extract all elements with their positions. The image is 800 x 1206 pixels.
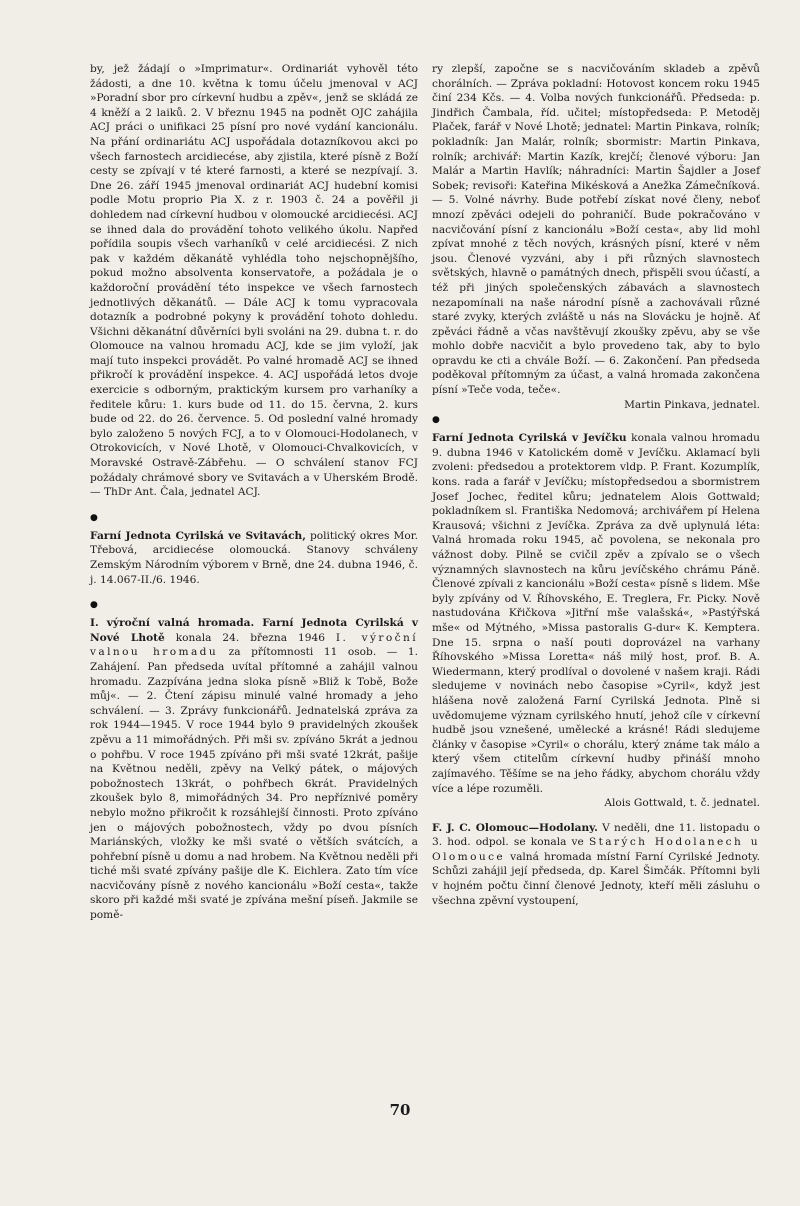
page-number: 70 [389, 1101, 411, 1119]
left-column [90, 62, 418, 923]
article-hodolany-body: valná hromada místní Farní Cyrilské Jednoty. Schůzi zahájil její předseda, dp. Karel Šimčák. Přítomni byli v hojném počtu činní členové Jednoty, kteří měli zásluhu o všechna zpěvní vystoupení, [432, 850, 760, 907]
article-nova-lhota-body: za přítomnosti 11 osob. — 1. Zahájení. Pan předseda uvítal přítomné a zahájil valnou hromadu. Zazpívána jedna sloka písně »Bliž k Tobě, Bože můj«. — 2. Čtení zápisu minulé valné hromady a jeho schválení. — 3. Zprávy funkcionářů. Jednatelská zpráva za rok 1944—1945. V roce 1944 bylo 9 pravidelných zkoušek zpěvu a 11 mimořádných. Při mši sv. zpíváno 5krát a jednou o pohřbu. V roce 1945 zpíváno při mši svaté 12krát, pašije na Květnou neděli, zpěvy na Velký pátek, o májových pobožnostech 13krát, o pohřbech 6krát. Pravidelných zkoušek bylo 8, mimořádných 34. Pro nepříznivé poměry nebylo možno přikročit k rozsáhlejší činnosti. Proto zpíváno jen o májových pobožnostech, vždy po dvou písních Mariánských, vložky ke mši svaté o větších svátcích, a pohřební písně u domu a nad hrobem. Na Květnou neděli při tiché mši svaté zpívány pašije dle K. Eichlera. Zato tím více nacvičovány písně z nového kancionálu »Boží cesta«, takže skoro při každé mši svaté je zpívána mešní píseň. Jakmile se pomě- [90, 646, 418, 922]
article-jevicko-body: konala valnou hromadu 9. dubna 1946 v Katolickém domě v Jevíčku. Aklamací byli zvoleni: předsedou a protektorem vldp. P. Frant. Kozumplík, kons. rada a farář v Jevíčku; místopředsedou a sbormistrem Josef Jochec, ředitel kůru; jednatelem Alois Gottwald; pokladníkem sl. Františka Nedomová; archivářem pí Helena Krausová; všichni z Jevíčka. Zpráva za dvě uplynulá léta: Valná hromada roku 1945, ač povolena, se nekonala pro vážnost doby. Pilně se cvičil zpěv a zpívalo se o všech významných slavnostech na kůru jevíčského chrámu Páně. Členové zpívali z kancionálu »Boží cesta« písně s lidem. Mše byly zpívány od V. Říhovského, E. Treglera, Fr. Picky. Nově nastudována Křičkova »Jitřní mše valašská«, »Pastýřská mše« od Mýtného, »Missa pastoralis G-dur« K. Kemptera. Dne 15. srpna o naší pouti doprovázel na varhany Říhovského »Missa Loretta« náš milý host, prof. B. A. Wiedermann, který prodlíval o dovolené v našem kraji. Rádi sledujeme v novinách nebo časopise »Cyril«, když jest hlášena nově založená Farní Cyrilská Jednota. Plně si uvědomujeme význam cyrilského hnutí, jehož cíle v církevní hudbě jsou vznešené, umělecké a krásné! Rádi sledujeme články v časopise »Cyril« o chorálu, který známe tak málo a který všem ctitelům církevní hudby přináší mnoho zajímavého. Těšíme se na jeho řádky, abychom chorálu vždy více a lépe rozuměli. [432, 432, 760, 795]
article-jevicko-heading: Farní Jednota Cyrilská v Jevíčku [432, 432, 627, 445]
article-nova-lhota-heading: I. výroční valná hromada. Farní Jednota Cyrilská v Nové Lhotě [90, 617, 418, 644]
article-svitavy-body: politický okres Mor. Třebová, arcidiecése olomoucká. Stanovy schváleny Zemským Národním výborem v Brně, dne 24. dubna 1946, č. j. 14.067-II./6. 1946. [90, 529, 418, 586]
section-bullet-icon: ● [90, 600, 98, 611]
article-nova-lhota-spaced-text: I. výroční valnou hromadu [90, 631, 418, 659]
signature-pinkava: Martin Pinkava, jednatel. [624, 398, 760, 411]
article-hodolany [432, 821, 760, 909]
article-nova-lhota [90, 616, 418, 922]
article-nova-lhota-continuation: ry zlepší, započne se s nacvičováním skladeb a zpěvů chorálních. — Zpráva pokladní: Hotovost koncem roku 1945 činí 234 Kčs. — 4. Volba nových funkcionářů. Předseda: p. Jindřich Čambala, říd. učitel; místopředseda: P. Metoděj Plaček, farář v Nové Lhotě; jednatel: Martin Pinkava, rolník; pokladník: Jan Malár, rolník; sbormistr: Martin Pinkava, rolník; archivář: Martin Kazík, krejčí; členové výboru: Jan Malár a Martin Havlík; náhradníci: Martin Šajdler a Josef Sobek; revisoři: Kateřina Mikésková a Anežka Zámečníková. — 5. Volné návrhy. Bude potřebí získat nové členy, neboť mnozí zpěváci odejeli do pohraničí. Bude pokračováno v nacvičování písní z kancionálu »Boží cesta«, aby lid mohl zpívat mnohé z těch nových, krásných písní, které v něm jsou. Členové vyzváni, aby i při různých slavnostech světských, hlavně o památných dnech, přispěli svou účastí, a též při jiných společenských zábavách a slavnostech nezapomínali na naše národní písně a zachovávali různé staré zvyky, kterých zvláště u nás na Slovácku je hojně. Ať zpěváci řádně a včas navštěvují zkoušky zpěvu, aby se vše mohlo dobře nacvičit a bylo provedeno tak, aby to bylo opravdu ke cti a chvále Boží. — 6. Zakončení. Pan předseda poděkoval přítomným za účast, a valná hromada zakončena písní »Teče voda, teče«. [432, 63, 760, 397]
article-hodolany-spaced-text: Starých Hodolanech u Olomouce [432, 836, 760, 863]
section-bullet-icon: ● [432, 415, 440, 426]
signature-gottwald: Alois Gottwald, t. č. jednatel. [604, 797, 760, 810]
article-hodolany-text: V neděli, dne 11. listopadu o 3. hod. odpol. se konala ve [432, 821, 760, 849]
section-bullet-icon: ● [90, 512, 98, 523]
article-continuation-acj: by, jež žádají o »Imprimatur«. Ordinariát vyhověl této žádosti, a dne 10. května k tomu účelu jmenoval v ACJ »Poradní sbor pro církevní hudbu a zpěv«, jenž se skládá ze 4 kněží a 2 laiků. 2. V březnu 1945 na podnět OJC zahájila ACJ práci o unifikaci 25 písní pro nové vydání kancionálu. Na přání ordinariátu ACJ uspořádala dotazníkovou akci po všech farnostech arcidiecése, aby zjistila, které písně z Boží cesty se zpívají v té které farnosti, a které se nezpívají. 3. Dne 26. září 1945 jmenoval ordinariát ACJ hudební komisi podle Motu proprio Pia X. z r. 1903 č. 24 a pověřil ji dohledem nad církevní hudbou v olomoucké arcidiecési. ACJ se ihned dala do provádění tohoto velikého úkolu. Napřed pořídila soupis všech varhaníků v celé arcidiecési. Z nich pak v každém děkanátě vyhlédla toho nejschopnějšího, pokud možno absolventa konservatoře, a požádala je o každoroční provádění této inspekce ve všech farnostech jednotlivých děkanátů. — Dále ACJ k tomu vypracovala dotazník a podrobné pokyny k provádění tohoto dohledu. Všichni děkanátní důvěrníci byli svoláni na 29. dubna t. r. do Olomouce na valnou hromadu ACJ, kde se jim vyloží, jak mají tuto inspekci provádět. Po valné hromadě ACJ se ihned přikročí k provádění inspekce. 4. ACJ uspořádá letos dvoje exercicie s odborným, praktickým kursem pro varhaníky a ředitele kůru: 1. kurs bude od 11. do 15. června, 2. kurs bude od 22. do 26. července. 5. Od poslední valné hromady bylo založeno 5 nových FCJ, a to v Olomouci-Hodolanech, v Otrokovicích, v Nové Lhotě, v Olomouci-Chvalkovicích, v Moravské Ostravě-Zábřehu. — O schválení stanov FCJ požádaly chrámové sbory ve Svitavách a v Uherském Brodě. — ThDr Ant. Čala, jednatel ACJ. [90, 63, 418, 499]
article-svitavy-heading: Farní Jednota Cyrilská ve Svitavách, [90, 529, 306, 542]
article-hodolany-heading: F. J. C. Olomouc—Hodolany. [432, 821, 598, 834]
right-column [432, 62, 760, 908]
article-svitavy [90, 529, 418, 587]
article-jevicko [432, 431, 760, 796]
article-nova-lhota-text: konala 24. března 1946 [164, 631, 336, 644]
